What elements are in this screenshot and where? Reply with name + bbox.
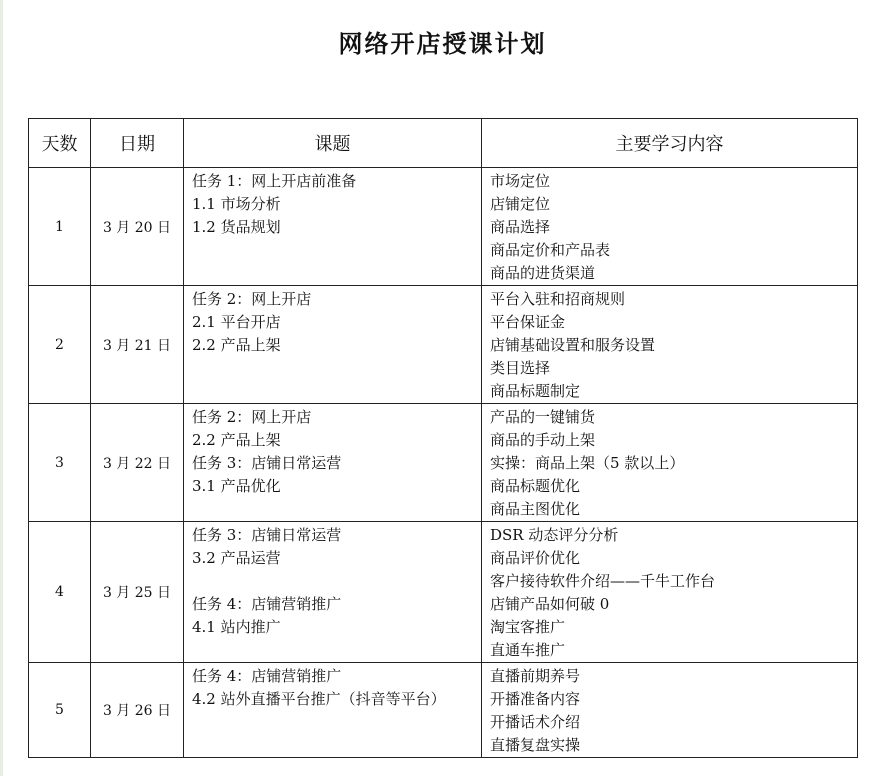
day-cell: 5	[29, 663, 91, 758]
topic-cell	[184, 522, 482, 663]
topic-cell	[184, 168, 482, 286]
content-line: 直播复盘实操	[490, 736, 581, 754]
table-row	[29, 286, 858, 404]
content-cell	[482, 404, 858, 522]
content-line: 店铺产品如何破 0	[490, 595, 610, 613]
date-cell: 3 月 20 日	[91, 168, 184, 286]
content-line: 商品选择	[490, 218, 551, 236]
content-line: 商品主图优化	[490, 500, 581, 518]
topic-line: 任务 4：店铺营销推广	[192, 595, 342, 613]
day-cell: 3	[29, 404, 91, 522]
content-line: 客户接待软件介绍——千牛工作台	[490, 572, 716, 590]
topic-line: 2.2 产品上架	[192, 431, 281, 449]
date-cell: 3 月 22 日	[91, 404, 184, 522]
date-cell: 3 月 21 日	[91, 286, 184, 404]
topic-line: 4.1 站内推广	[192, 618, 281, 636]
header-date: 日期	[91, 119, 184, 168]
content-line: 开播准备内容	[490, 690, 581, 708]
topic-cell	[184, 286, 482, 404]
schedule-table	[28, 118, 858, 758]
content-line: 店铺定位	[490, 195, 551, 213]
content-line: 市场定位	[490, 172, 551, 190]
date-cell: 3 月 25 日	[91, 522, 184, 663]
topic-line: 3.1 产品优化	[192, 477, 281, 495]
content-line: 商品标题制定	[490, 382, 581, 400]
content-line: 产品的一键铺货	[490, 408, 596, 426]
topic-line: 3.2 产品运营	[192, 549, 281, 567]
content-line: 直播前期养号	[490, 667, 581, 685]
content-line: 淘宝客推广	[490, 618, 566, 636]
page-edge-rule	[0, 0, 3, 776]
content-cell	[482, 663, 858, 758]
topic-line: 任务 1：网上开店前准备	[192, 172, 357, 190]
topic-line: 1.2 货品规划	[192, 218, 281, 236]
topic-line: 任务 4：店铺营销推广	[192, 667, 342, 685]
content-line: 类目选择	[490, 359, 551, 377]
content-line: 商品评价优化	[490, 549, 581, 567]
topic-line: 任务 3：店铺日常运营	[192, 454, 342, 472]
table-row	[29, 522, 858, 663]
topic-cell	[184, 404, 482, 522]
content-line: 平台入驻和招商规则	[490, 290, 626, 308]
content-line: 店铺基础设置和服务设置	[490, 336, 656, 354]
topic-line: 1.1 市场分析	[192, 195, 281, 213]
topic-line: 2.1 平台开店	[192, 313, 281, 331]
content-line: 商品定价和产品表	[490, 241, 611, 259]
content-line: 开播话术介绍	[490, 713, 581, 731]
header-row	[29, 119, 858, 168]
content-line: DSR 动态评分分析	[490, 526, 619, 544]
header-day: 天数	[29, 119, 91, 168]
topic-line: 任务 2：网上开店	[192, 290, 312, 308]
topic-line	[192, 570, 481, 593]
topic-line: 任务 2：网上开店	[192, 408, 312, 426]
topic-cell	[184, 663, 482, 758]
content-cell	[482, 168, 858, 286]
content-line: 直通车推广	[490, 641, 566, 659]
content-line: 实操：商品上架（5 款以上）	[490, 454, 685, 472]
topic-line: 任务 3：店铺日常运营	[192, 526, 342, 544]
day-cell: 1	[29, 168, 91, 286]
content-cell	[482, 522, 858, 663]
table-row	[29, 404, 858, 522]
content-line: 商品的手动上架	[490, 431, 596, 449]
document-title: 网络开店授课计划	[338, 30, 547, 58]
table-row	[29, 168, 858, 286]
content-cell	[482, 286, 858, 404]
table-row	[29, 663, 858, 758]
content-line: 商品的进货渠道	[490, 264, 596, 282]
day-cell: 4	[29, 522, 91, 663]
date-cell: 3 月 26 日	[91, 663, 184, 758]
day-cell: 2	[29, 286, 91, 404]
header-topic: 课题	[184, 119, 482, 168]
content-line: 商品标题优化	[490, 477, 581, 495]
topic-line: 4.2 站外直播平台推广（抖音等平台）	[192, 690, 446, 708]
content-line: 平台保证金	[490, 313, 566, 331]
header-content: 主要学习内容	[482, 119, 858, 168]
topic-line: 2.2 产品上架	[192, 336, 281, 354]
